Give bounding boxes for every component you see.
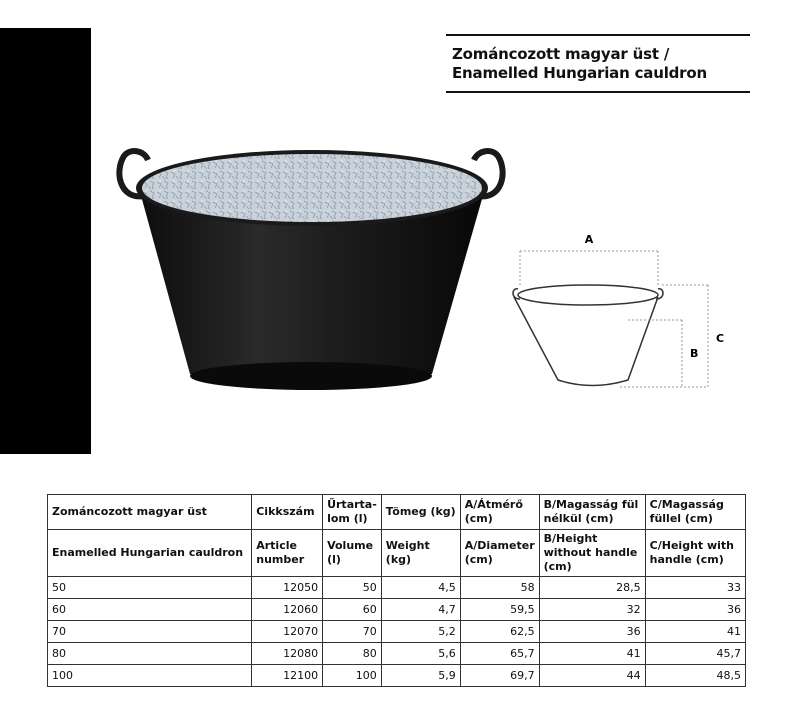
table-cell: 69,7 <box>460 665 539 687</box>
table-cell: 12100 <box>252 665 323 687</box>
table-cell: 4,7 <box>381 599 460 621</box>
dimension-label-c: C <box>716 332 725 345</box>
header-cell: Cikkszám <box>252 495 323 530</box>
table-cell: 50 <box>48 577 252 599</box>
table-cell: 28,5 <box>539 577 645 599</box>
header-cell: A/Diameter (cm) <box>460 530 539 577</box>
table-row <box>48 599 746 621</box>
table-cell: 60 <box>48 599 252 621</box>
table-row <box>48 643 746 665</box>
table-row <box>48 577 746 599</box>
title-line-hu: Zománcozott magyar üst / <box>452 45 670 63</box>
table-cell: 100 <box>323 665 382 687</box>
table-row <box>48 665 746 687</box>
dimension-label-a: A <box>584 233 594 246</box>
title-line-en: Enamelled Hungarian cauldron <box>452 64 707 82</box>
table-cell: 65,7 <box>460 643 539 665</box>
table-cell: 59,5 <box>460 599 539 621</box>
table-header-row-en <box>48 530 746 577</box>
table-cell: 41 <box>645 621 745 643</box>
header-cell: Weight (kg) <box>381 530 460 577</box>
table-cell: 41 <box>539 643 645 665</box>
table-cell: 33 <box>645 577 745 599</box>
cauldron-photo <box>100 130 520 430</box>
table-cell: 100 <box>48 665 252 687</box>
table-cell: 5,6 <box>381 643 460 665</box>
table-cell: 12060 <box>252 599 323 621</box>
header-cell: Tömeg (kg) <box>381 495 460 530</box>
table-cell: 80 <box>323 643 382 665</box>
table-cell: 80 <box>48 643 252 665</box>
header-cell: C/Height with handle (cm) <box>645 530 745 577</box>
table-cell: 5,9 <box>381 665 460 687</box>
table-cell: 48,5 <box>645 665 745 687</box>
header-cell: Article number <box>252 530 323 577</box>
dimension-diagram <box>500 225 740 395</box>
table-cell: 58 <box>460 577 539 599</box>
dimension-label-b: B <box>690 347 699 360</box>
table-cell: 60 <box>323 599 382 621</box>
table-row <box>48 621 746 643</box>
table-header-row-hu <box>48 495 746 530</box>
table-cell: 12080 <box>252 643 323 665</box>
table-cell: 4,5 <box>381 577 460 599</box>
header-cell: A/Átmérő (cm) <box>460 495 539 530</box>
header-cell: B/Height without handle (cm) <box>539 530 645 577</box>
black-side-bar <box>0 28 91 454</box>
header-cell: C/Magasság füllel (cm) <box>645 495 745 530</box>
table-cell: 45,7 <box>645 643 745 665</box>
table-cell: 12050 <box>252 577 323 599</box>
table-cell: 70 <box>48 621 252 643</box>
table-cell: 62,5 <box>460 621 539 643</box>
table-cell: 44 <box>539 665 645 687</box>
table-cell: 32 <box>539 599 645 621</box>
header-cell: B/Magasság fül nélkül (cm) <box>539 495 645 530</box>
spec-table <box>47 494 746 687</box>
table-cell: 36 <box>539 621 645 643</box>
header-cell: Zománcozott magyar üst <box>48 495 252 530</box>
table-cell: 50 <box>323 577 382 599</box>
header-cell: Űrtarta-lom (l) <box>323 495 382 530</box>
header-cell: Volume (l) <box>323 530 382 577</box>
table-cell: 36 <box>645 599 745 621</box>
header-cell: Enamelled Hungarian cauldron <box>48 530 252 577</box>
title-box <box>446 34 750 93</box>
table-cell: 70 <box>323 621 382 643</box>
table-cell: 5,2 <box>381 621 460 643</box>
table-cell: 12070 <box>252 621 323 643</box>
